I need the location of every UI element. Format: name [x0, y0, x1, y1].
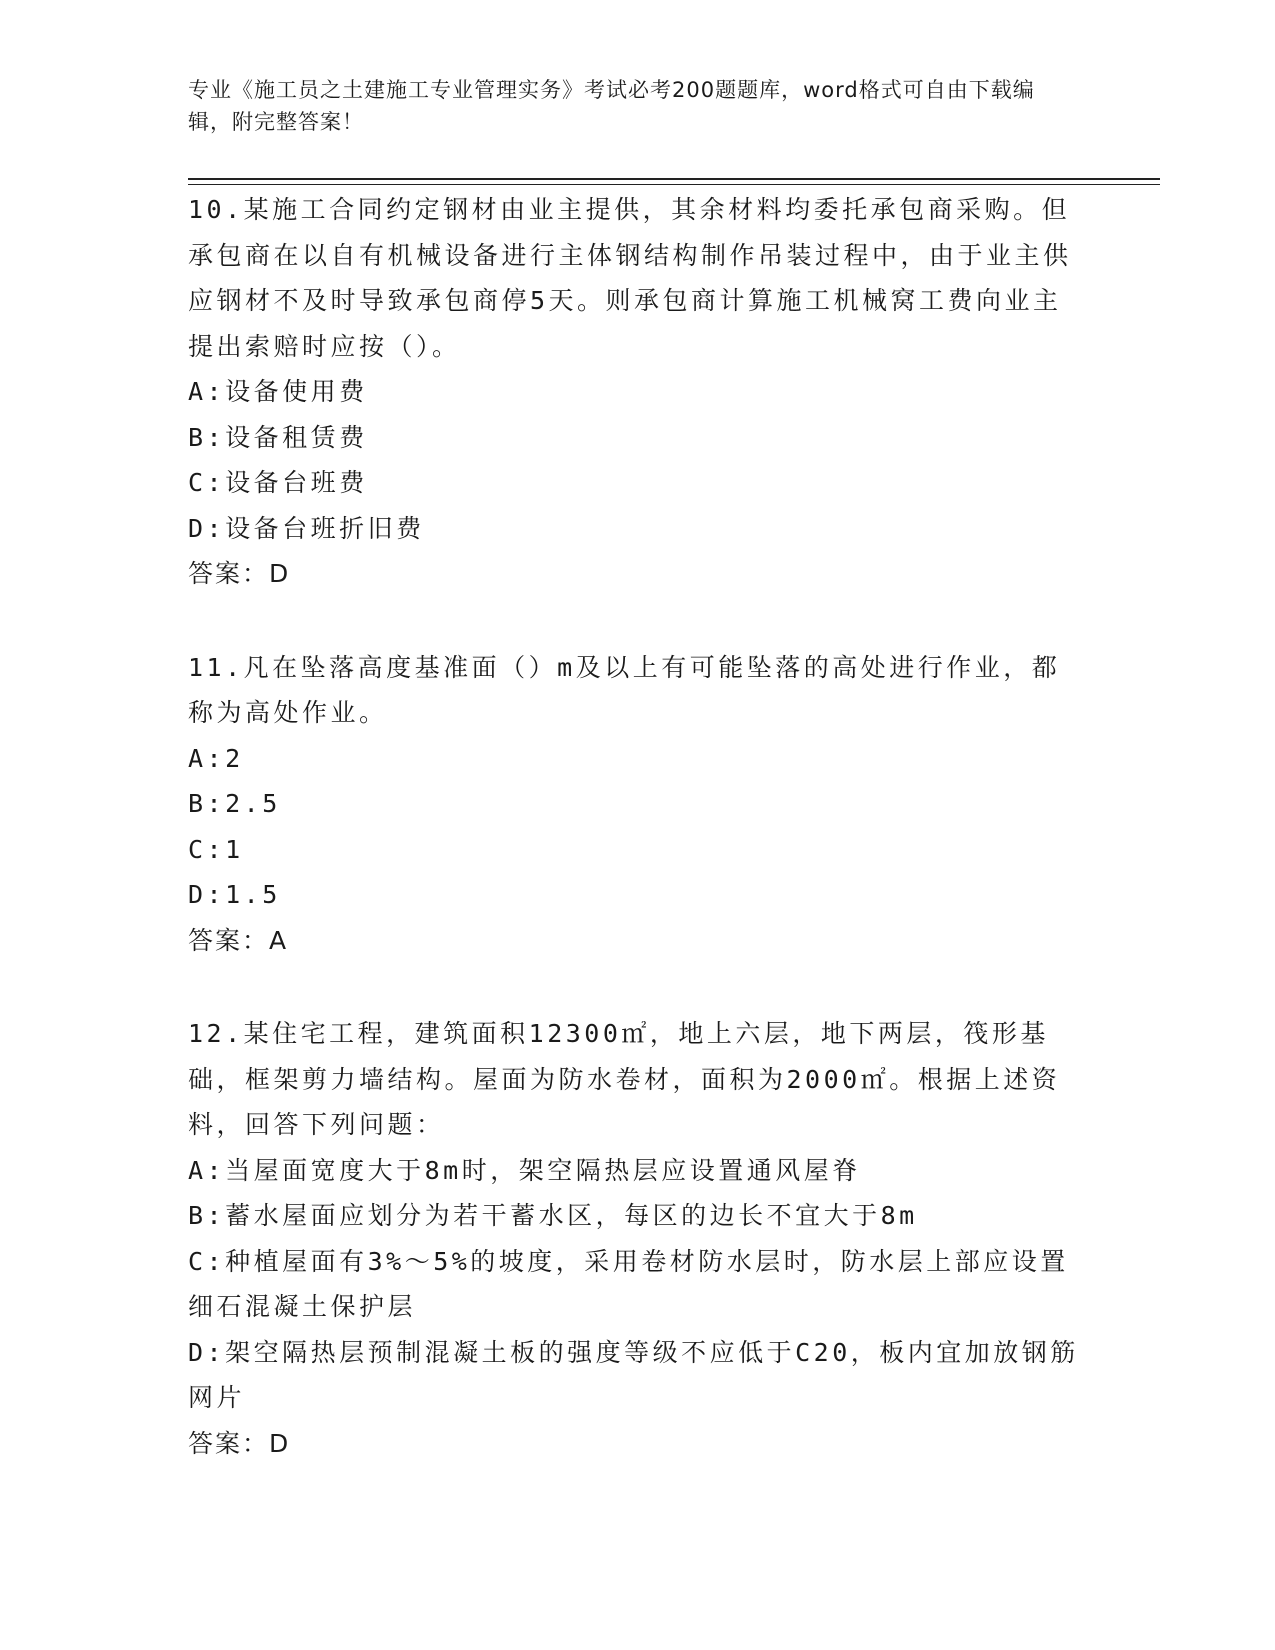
question-stem: 10.某施工合同约定钢材由业主提供，其余材料均委托承包商采购。但承包商在以自有机械设备进行主体钢结构制作吊装过程中，由于业主供应钢材不及时导致承包商停5天。则承包商计算施工机械窝工费向业主提出索赔时应按（）。 [188, 195, 1072, 361]
option-c: C:1 [188, 834, 244, 864]
option-d: D:设备台班折旧费 [188, 513, 425, 543]
question-stem: 12.某住宅工程，建筑面积12300㎡，地上六层，地下两层，筏形基础，框架剪力墙结构。屋面为防水卷材，面积为2000㎡。根据上述资料，回答下列问题： [188, 1019, 1061, 1139]
answer-line: 答案：D [188, 1428, 291, 1458]
question-10 [188, 187, 1088, 597]
option-b: B:蓄水屋面应划分为若干蓄水区，每区的边长不宜大于8m [188, 1201, 918, 1230]
header-divider-thick [188, 178, 1160, 180]
option-c: C:种植屋面有3%～5%的坡度，采用卷材防水层时，防水层上部应设置细石混凝土保护层 [188, 1246, 1069, 1321]
option-a: A:当屋面宽度大于8m时，架空隔热层应设置通风屋脊 [188, 1155, 861, 1185]
document-header: 专业《施工员之土建施工专业管理实务》考试必考200题题库，word格式可自由下载编辑，附完整答案！ [188, 78, 1035, 134]
header-divider-thin [188, 184, 1160, 185]
option-a: A:2 [188, 743, 244, 773]
answer-line: 答案：D [188, 559, 291, 588]
answer-line: 答案：A [188, 925, 289, 955]
option-a: A:设备使用费 [188, 377, 368, 406]
question-12 [188, 1011, 1088, 1466]
option-d: D:1.5 [188, 880, 281, 909]
option-d: D:架空隔热层预制混凝土板的强度等级不应低于C20，板内宜加放钢筋网片 [188, 1337, 1079, 1412]
question-list [188, 187, 1088, 1466]
option-b: B:2.5 [188, 789, 281, 818]
question-11 [188, 645, 1088, 964]
question-stem: 11.凡在坠落高度基准面（）m及以上有可能坠落的高处进行作业，都称为高处作业。 [188, 652, 1061, 727]
option-c: C:设备台班费 [188, 468, 368, 497]
option-b: B:设备租赁费 [188, 422, 368, 452]
